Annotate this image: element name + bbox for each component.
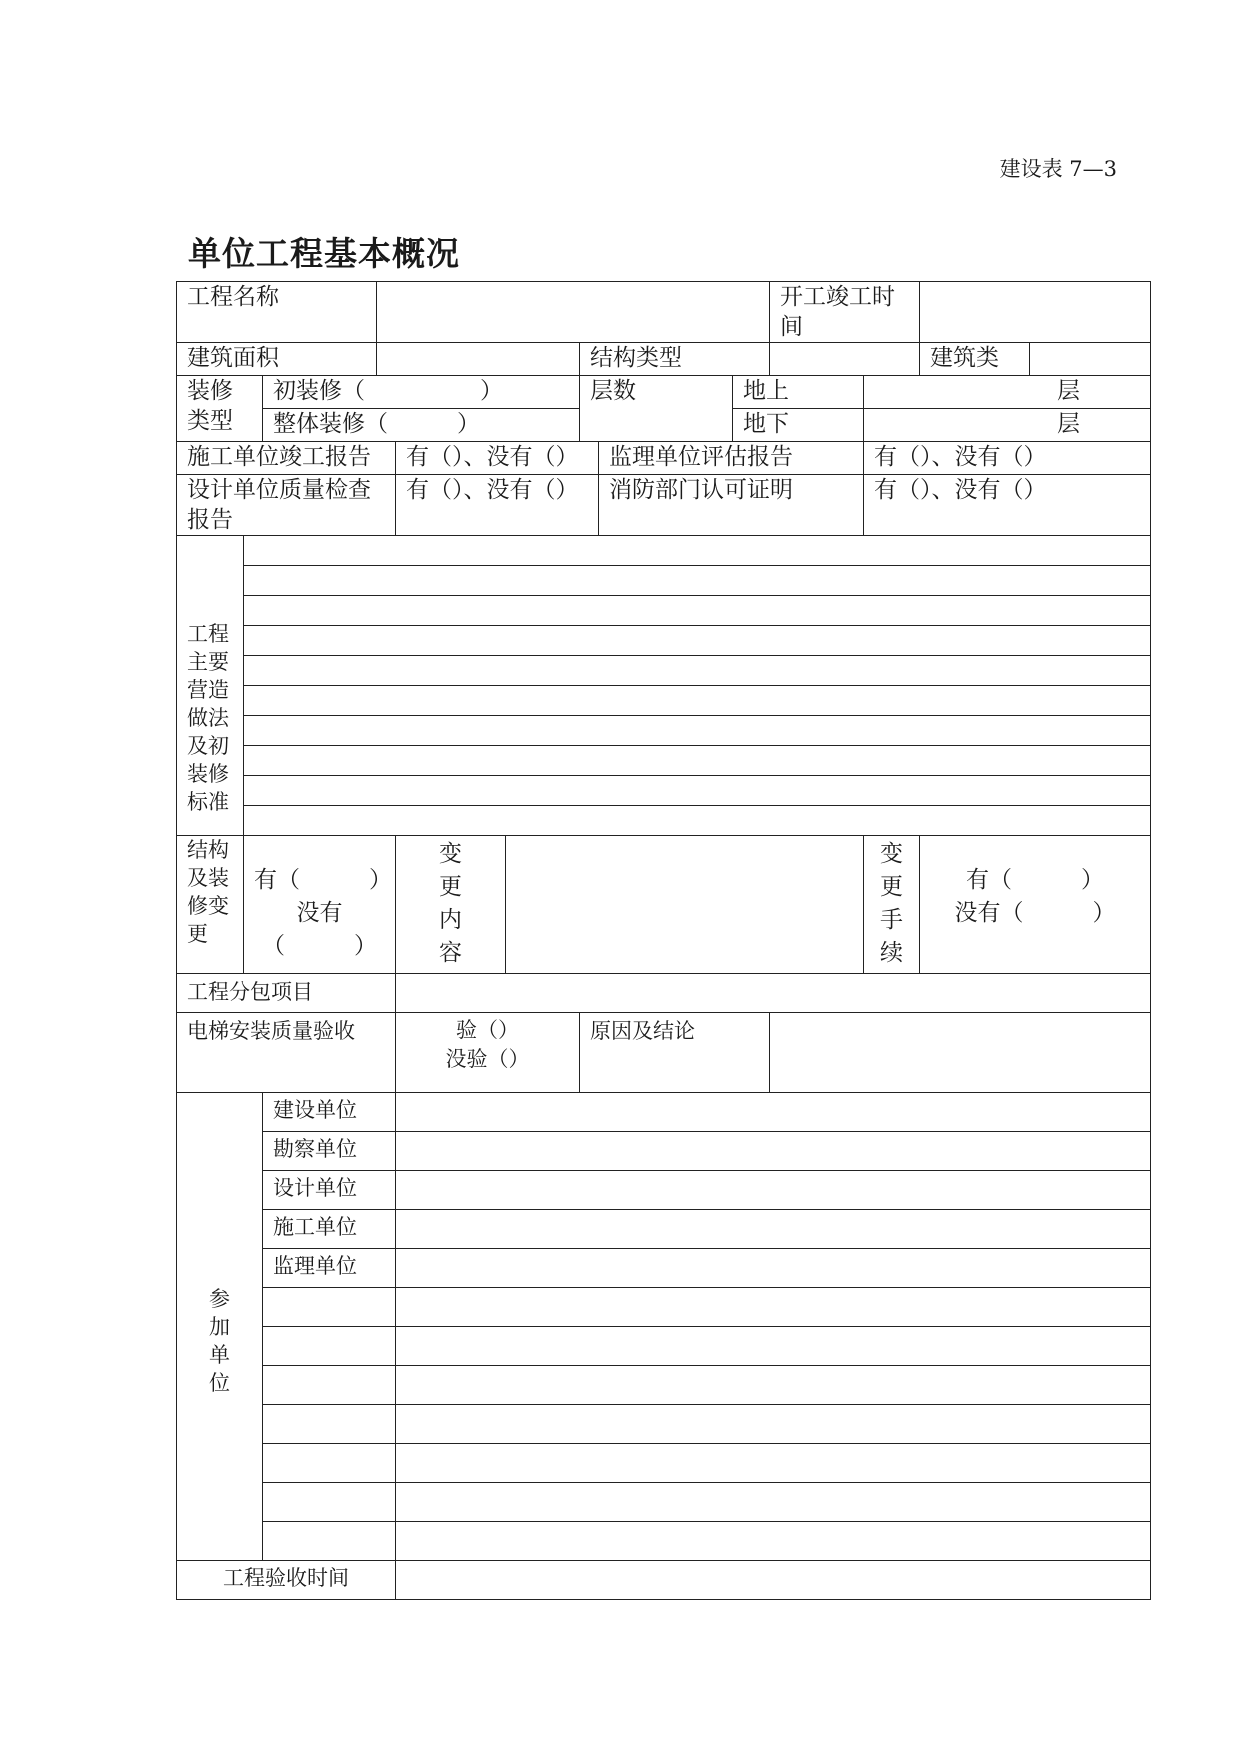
participant-unit-field[interactable] (396, 1444, 1151, 1483)
participant-unit-field[interactable] (396, 1210, 1151, 1249)
participants-label: 参 加 单 位 (177, 1093, 263, 1561)
method-line[interactable] (244, 596, 1151, 626)
participant-unit-label: 施工单位 (263, 1210, 396, 1249)
method-line[interactable] (244, 776, 1151, 806)
page-title: 单位工程基本概况 (188, 234, 460, 273)
contractor-report-option[interactable]: 有（）、没有（） (396, 442, 599, 475)
below-ground-label: 地下 (733, 409, 864, 442)
building-area-field[interactable] (377, 343, 580, 376)
reason-conclusion-label: 原因及结论 (580, 1013, 770, 1093)
floor-unit: 层 (1057, 378, 1081, 404)
participant-unit-label[interactable] (263, 1444, 396, 1483)
project-overview-form (176, 281, 1151, 1600)
start-end-time-label: 开工竣工时间 (770, 282, 920, 343)
method-line[interactable] (244, 536, 1151, 566)
building-class-field[interactable] (1030, 343, 1151, 376)
method-line[interactable] (244, 626, 1151, 656)
floor-unit: 层 (1057, 411, 1081, 437)
change-procedure-label: 变 更 手 续 (864, 836, 920, 974)
building-class-label: 建筑类 (920, 343, 1030, 376)
structure-type-label: 结构类型 (580, 343, 770, 376)
method-line[interactable] (244, 806, 1151, 836)
participant-unit-label: 勘察单位 (263, 1132, 396, 1171)
full-decoration-option[interactable]: 整体装修（ ） (263, 409, 580, 442)
design-check-report-option[interactable]: 有（）、没有（） (396, 475, 599, 536)
fire-certificate-label: 消防部门认可证明 (599, 475, 864, 536)
participant-unit-field[interactable] (396, 1288, 1151, 1327)
structure-type-field[interactable] (770, 343, 920, 376)
participant-unit-field[interactable] (396, 1093, 1151, 1132)
participant-unit-field[interactable] (396, 1132, 1151, 1171)
participant-unit-label[interactable] (263, 1405, 396, 1444)
start-end-time-field[interactable] (920, 282, 1151, 343)
method-line[interactable] (244, 716, 1151, 746)
reason-conclusion-field[interactable] (770, 1013, 1151, 1093)
decoration-type-label: 装修类型 (177, 376, 263, 442)
participant-unit-field[interactable] (396, 1249, 1151, 1288)
participant-unit-label: 建设单位 (263, 1093, 396, 1132)
structure-change-option[interactable]: 有（ ） 没有（ ） (244, 836, 396, 974)
project-name-field[interactable] (377, 282, 770, 343)
design-check-report-label: 设计单位质量检查报告 (177, 475, 396, 536)
participant-unit-field[interactable] (396, 1366, 1151, 1405)
project-name-label: 工程名称 (177, 282, 377, 343)
participant-unit-label[interactable] (263, 1288, 396, 1327)
participant-unit-field[interactable] (396, 1327, 1151, 1366)
floors-label: 层数 (580, 376, 733, 442)
elevator-check-option[interactable]: 验（） 没验（） (396, 1013, 580, 1093)
participant-unit-label[interactable] (263, 1483, 396, 1522)
participant-unit-field[interactable] (396, 1522, 1151, 1561)
method-line[interactable] (244, 656, 1151, 686)
participant-unit-field[interactable] (396, 1405, 1151, 1444)
below-ground-field[interactable] (864, 409, 1151, 442)
participant-unit-label[interactable] (263, 1366, 396, 1405)
above-ground-label: 地上 (733, 376, 864, 409)
above-ground-field[interactable] (864, 376, 1151, 409)
participant-unit-label[interactable] (263, 1522, 396, 1561)
acceptance-time-label: 工程验收时间 (177, 1561, 396, 1600)
subcontract-field[interactable] (396, 974, 1151, 1013)
change-content-field[interactable] (506, 836, 864, 974)
subcontract-label: 工程分包项目 (177, 974, 396, 1013)
building-area-label: 建筑面积 (177, 343, 377, 376)
method-line[interactable] (244, 566, 1151, 596)
acceptance-time-field[interactable] (396, 1561, 1151, 1600)
method-line[interactable] (244, 686, 1151, 716)
participant-unit-label: 设计单位 (263, 1171, 396, 1210)
structure-change-label: 结构 及装 修变 更 (177, 836, 244, 974)
supervisor-report-option[interactable]: 有（）、没有（） (864, 442, 1151, 475)
participant-unit-label[interactable] (263, 1327, 396, 1366)
form-reference: 建设表 7—3 (999, 157, 1117, 181)
contractor-report-label: 施工单位竣工报告 (177, 442, 396, 475)
change-content-label: 变 更 内 容 (396, 836, 506, 974)
initial-decoration-option[interactable]: 初装修（ ） (263, 376, 580, 409)
participant-unit-field[interactable] (396, 1483, 1151, 1522)
participant-unit-field[interactable] (396, 1171, 1151, 1210)
method-line[interactable] (244, 746, 1151, 776)
supervisor-report-label: 监理单位评估报告 (599, 442, 864, 475)
elevator-check-label: 电梯安装质量验收 (177, 1013, 396, 1093)
fire-certificate-option[interactable]: 有（）、没有（） (864, 475, 1151, 536)
change-procedure-option[interactable]: 有（ ） 没有（ ） (920, 836, 1151, 974)
main-methods-label: 工程 主要 营造 做法 及初 装修 标准 (177, 536, 244, 836)
participant-unit-label: 监理单位 (263, 1249, 396, 1288)
